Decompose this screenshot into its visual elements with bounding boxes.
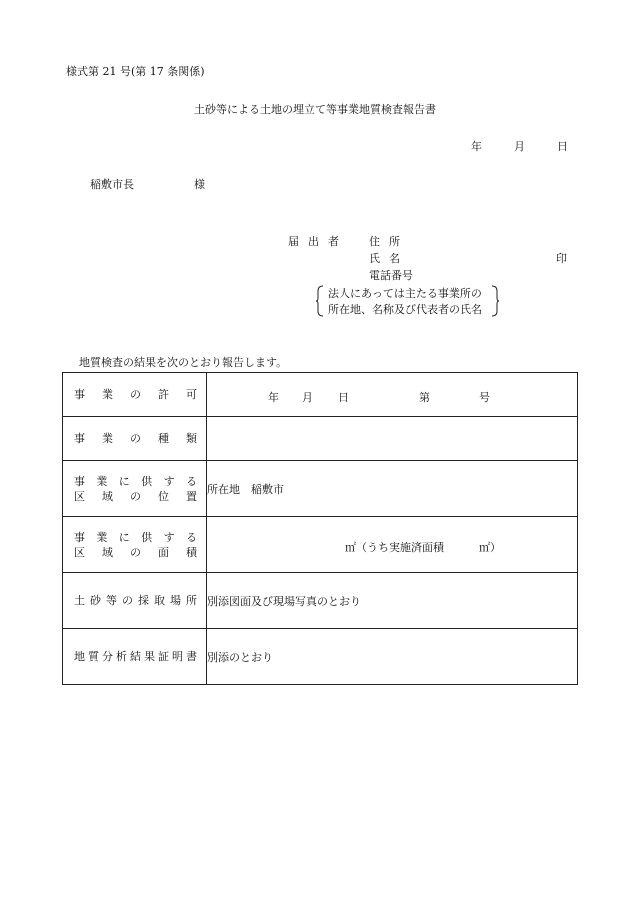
permit-day: 日 <box>338 390 349 404</box>
permit-number-prefix: 第 <box>419 390 430 404</box>
row-label-extraction-site <box>63 593 206 608</box>
label-char: 業 <box>96 530 108 544</box>
label-char: に <box>118 474 130 488</box>
label-char: 土 <box>74 594 85 607</box>
label-char: の <box>130 489 141 503</box>
label-char: 類 <box>186 432 197 445</box>
label-char: 積 <box>186 545 197 559</box>
label-char: 取 <box>154 594 165 607</box>
label-char: 業 <box>96 474 108 488</box>
label-char: 明 <box>172 650 183 663</box>
label-char: 可 <box>186 388 197 401</box>
label-char: 地 <box>74 650 85 663</box>
left-brace-icon <box>316 285 324 317</box>
label-char: 業 <box>102 388 113 401</box>
permit-number-suffix: 号 <box>479 390 490 404</box>
row-label-analysis-certificate <box>63 649 206 664</box>
label-char: 質 <box>88 650 99 663</box>
corporate-note-line1: 法人にあっては主たる事業所の <box>328 287 482 300</box>
label-char: 書 <box>186 650 197 663</box>
submission-date <box>471 141 568 152</box>
label-char: 区 <box>74 489 85 503</box>
date-day: 日 <box>557 140 568 153</box>
label-char: の <box>122 594 133 607</box>
label-char: 置 <box>186 489 197 503</box>
permit-value-cell[interactable] <box>207 373 578 417</box>
phone-label: 電話番号 <box>369 269 413 282</box>
label-char: の <box>130 545 141 559</box>
address-label: 住所 <box>369 235 409 248</box>
row-label-location-line1 <box>63 474 206 489</box>
label-char: に <box>118 530 130 544</box>
label-char: 許 <box>158 388 169 401</box>
label-char: 採 <box>138 594 149 607</box>
intro-text: 地質検査の結果を次のとおり報告します。 <box>79 356 288 369</box>
label-char: 所 <box>186 594 197 607</box>
label-char: 等 <box>106 594 117 607</box>
label-cell-analysis-certificate <box>63 629 207 685</box>
corporate-note-line2: 所在地、名称及び代表者の氏名 <box>328 303 482 316</box>
analysis-certificate-value[interactable]: 別添のとおり <box>207 629 578 685</box>
extraction-site-value[interactable]: 別添図面及び現場写真のとおり <box>207 573 578 629</box>
corporate-note <box>316 285 499 317</box>
label-char: 位 <box>158 489 169 503</box>
form-number: 様式第 21 号(第 17 条関係) <box>66 65 205 78</box>
label-cell-extraction-site <box>63 573 207 629</box>
label-char: 事 <box>74 432 85 445</box>
label-char: 面 <box>158 545 169 559</box>
label-cell-location <box>63 461 207 517</box>
permit-month: 月 <box>302 390 313 404</box>
label-char: 分 <box>102 650 113 663</box>
label-char: の <box>130 432 141 445</box>
label-char: 事 <box>74 474 85 488</box>
row-label-area-line1 <box>63 530 206 545</box>
notifier-label: 届出者 <box>288 235 348 248</box>
area-value-cell[interactable] <box>207 517 578 573</box>
report-table <box>62 372 578 685</box>
row-label-area-line2 <box>63 545 206 560</box>
addressee-honorific: 様 <box>194 178 205 191</box>
label-cell-business-type <box>63 417 207 461</box>
permit-year: 年 <box>268 390 279 404</box>
label-char: 事 <box>74 530 85 544</box>
seal-mark: 印 <box>556 252 567 265</box>
date-month: 月 <box>514 140 525 153</box>
addressee-name: 稲敷市長 <box>90 178 134 191</box>
label-char: 結 <box>130 650 141 663</box>
table-row-extraction-site <box>63 573 578 629</box>
business-type-value[interactable] <box>207 417 578 461</box>
label-char: す <box>163 530 175 544</box>
table-row-area <box>63 517 578 573</box>
label-char: 区 <box>74 545 85 559</box>
label-char: 事 <box>74 388 85 401</box>
table-row-permit <box>63 373 578 417</box>
row-label-permit <box>63 387 206 402</box>
label-char: 砂 <box>90 594 101 607</box>
area-unit-text: ㎡（うち実施済面積 <box>345 540 444 554</box>
label-char: す <box>163 474 175 488</box>
table-row-analysis-certificate <box>63 629 578 685</box>
label-cell-area <box>63 517 207 573</box>
row-label-location-line2 <box>63 489 206 504</box>
row-label-business-type <box>63 431 206 446</box>
right-brace-icon <box>491 285 499 317</box>
label-char: 供 <box>141 530 153 544</box>
label-char: 業 <box>102 432 113 445</box>
location-value[interactable]: 所在地 稲敷市 <box>207 461 578 517</box>
label-char: 種 <box>158 432 169 445</box>
label-char: る <box>185 530 197 544</box>
label-cell-permit <box>63 373 207 417</box>
date-year: 年 <box>471 140 482 153</box>
addressee <box>90 179 205 190</box>
label-char: 場 <box>170 594 181 607</box>
label-char: の <box>130 388 141 401</box>
document-title: 土砂等による土地の埋立て等事業地質検査報告書 <box>194 103 436 116</box>
label-char: 域 <box>102 545 113 559</box>
area-unit-end: ㎡） <box>479 540 501 554</box>
table-row-business-type <box>63 417 578 461</box>
label-char: 果 <box>144 650 155 663</box>
name-label: 氏名 <box>369 252 409 265</box>
label-char: る <box>185 474 197 488</box>
label-char: 析 <box>116 650 127 663</box>
label-char: 証 <box>158 650 169 663</box>
label-char: 供 <box>141 474 153 488</box>
label-char: 域 <box>102 489 113 503</box>
table-row-location <box>63 461 578 517</box>
